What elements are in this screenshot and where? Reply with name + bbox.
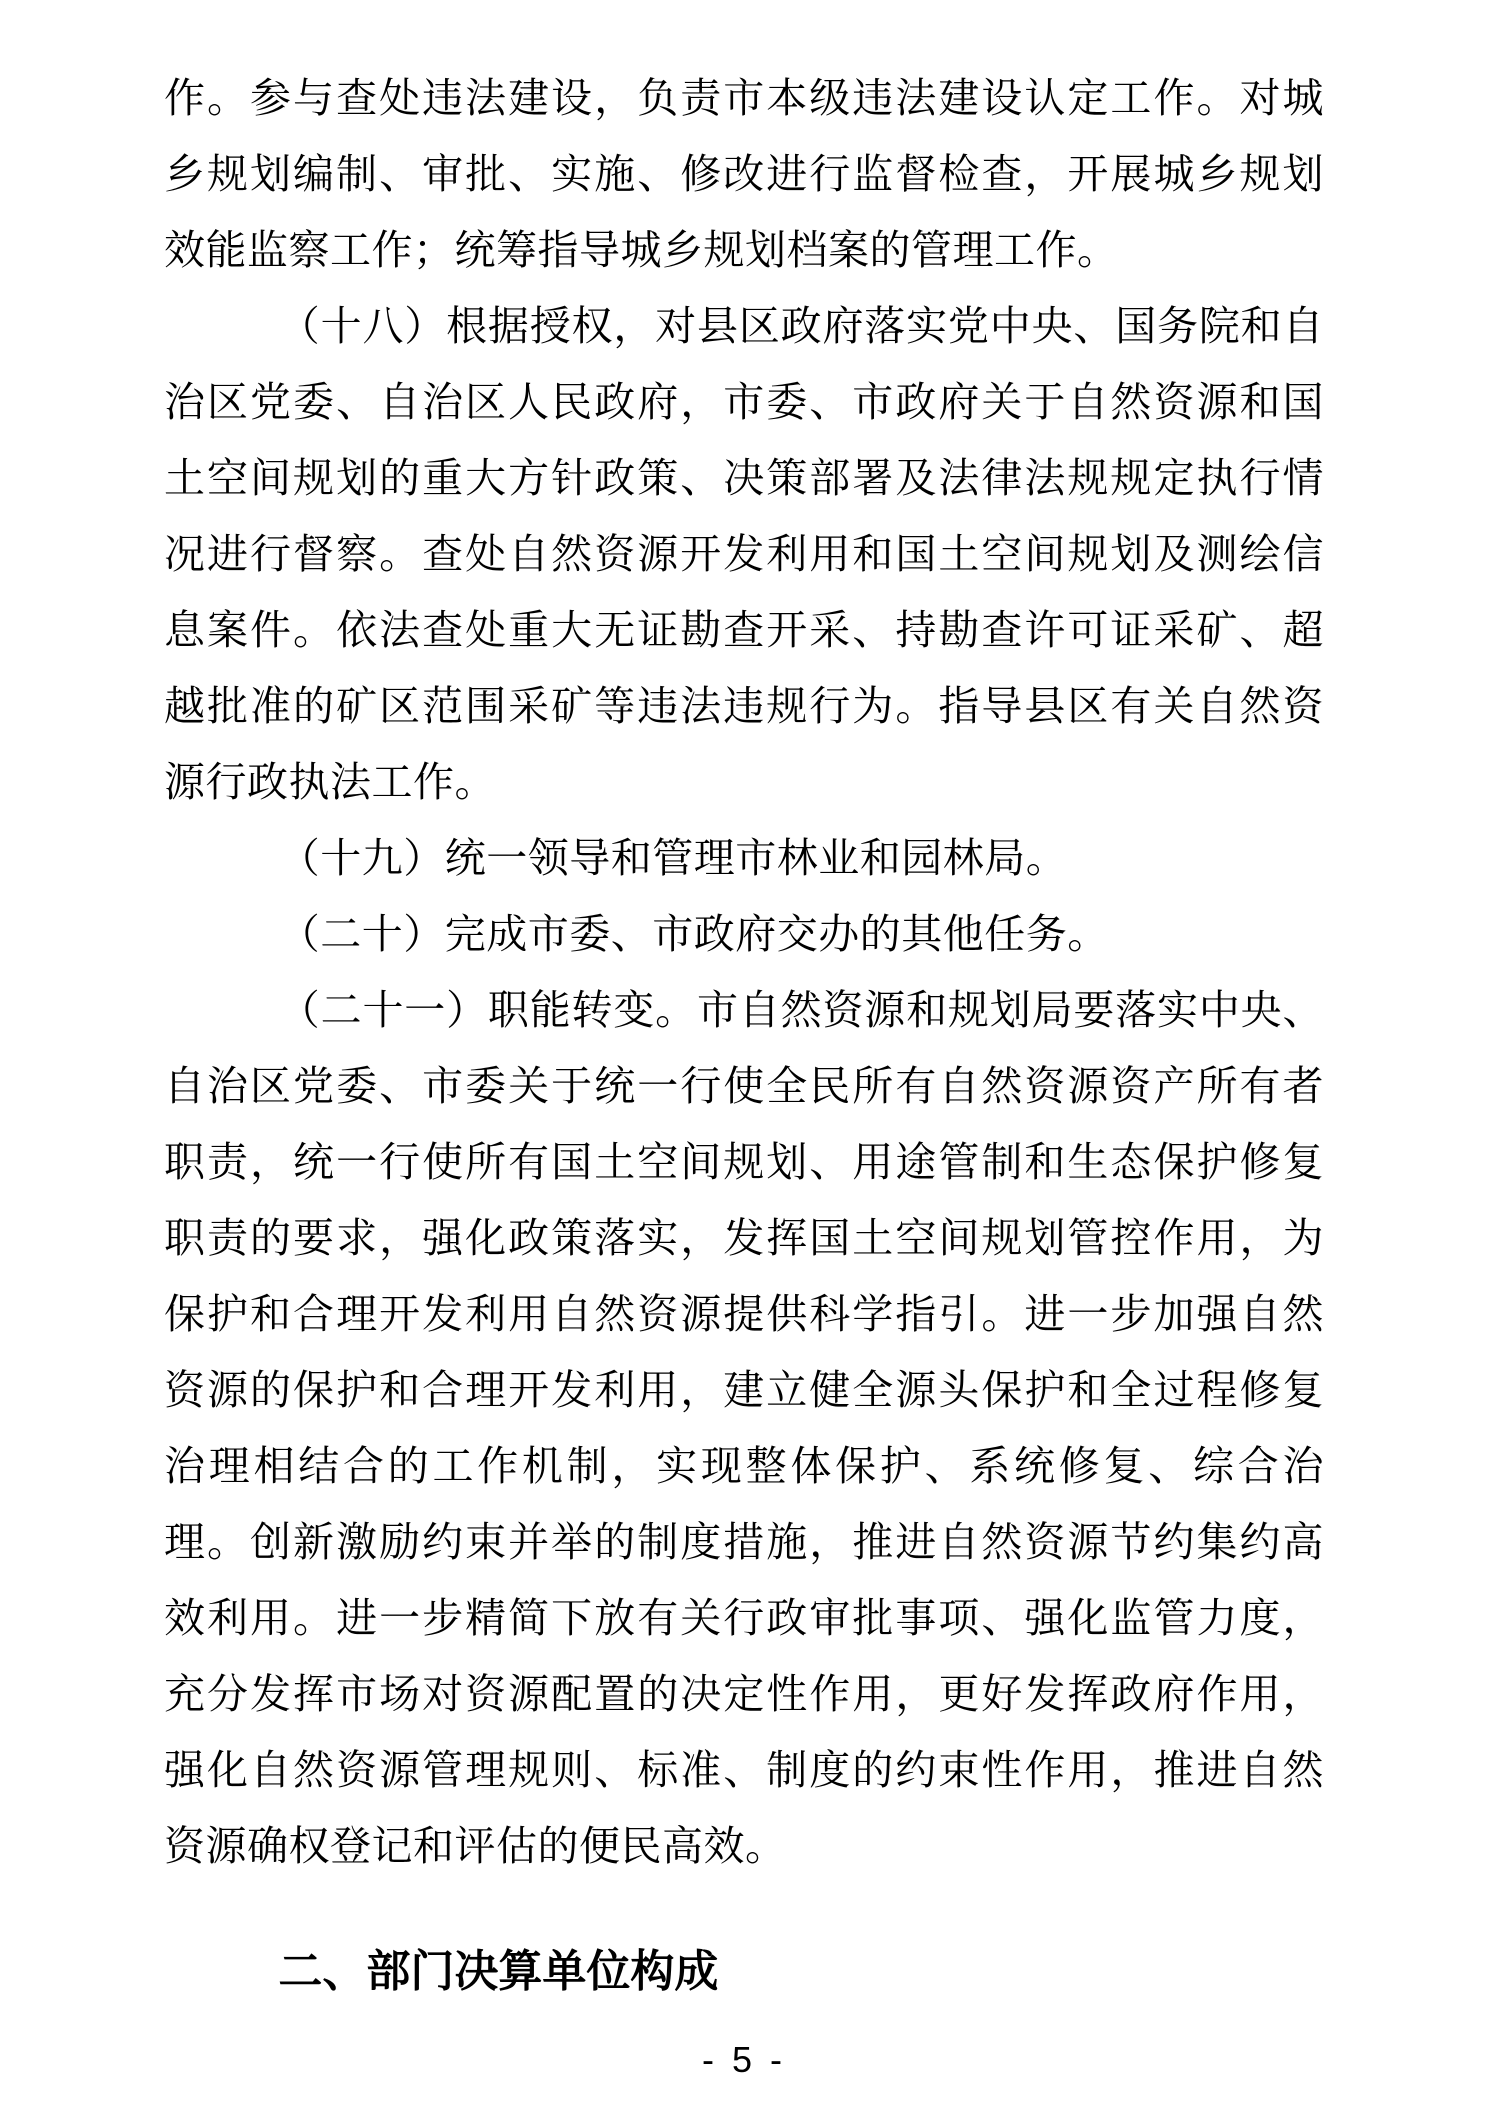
body-paragraph: 作。参与查处违法建设，负责市本级违法建设认定工作。对城乡规划编制、审批、实施、修改进行监督检查，开展城乡规划效能监察工作；统筹指导城乡规划档案的管理工作。: [164, 75, 1324, 273]
document-body: [164, 60, 1324, 2002]
body-paragraph: （二十）完成市委、市政府交办的其他任务。: [278, 911, 1109, 957]
body-paragraph: （二十一）职能转变。市自然资源和规划局要落实中央、自治区党委、市委关于统一行使全民所有自然资源资产所有者职责，统一行使所有国土空间规划、用途管制和生态保护修复职责的要求，强化政策落实，发挥国土空间规划管控作用，为保护和合理开发利用自然资源提供科学指引。进一步加强自然资源的保护和合理开发利用，建立健全源头保护和全过程修复治理相结合的工作机制，实现整体保护、系统修复、综合治理。创新激励约束并举的制度措施，推进自然资源节约集约高效利用。进一步精简下放有关行政审批事项、强化监管力度，充分发挥市场对资源配置的决定性作用，更好发挥政府作用，强化自然资源管理规则、标准、制度的约束性作用，推进自然资源确权登记和评估的便民高效。: [164, 987, 1324, 1869]
page-number: - 5 -: [701, 2039, 786, 2080]
body-paragraph: （十八）根据授权，对县区政府落实党中央、国务院和自治区党委、自治区人民政府，市委、市政府关于自然资源和国土空间规划的重大方针政策、决策部署及法律法规规定执行情况进行督察。查处自然资源开发利用和国土空间规划及测绘信息案件。依法查处重大无证勘查开采、持勘查许可证采矿、超越批准的矿区范围采矿等违法违规行为。指导县区有关自然资源行政执法工作。: [164, 303, 1324, 805]
section-heading: 二、部门决算单位构成: [278, 1947, 719, 1996]
body-paragraph: （十九）统一领导和管理市林业和园林局。: [278, 835, 1068, 881]
